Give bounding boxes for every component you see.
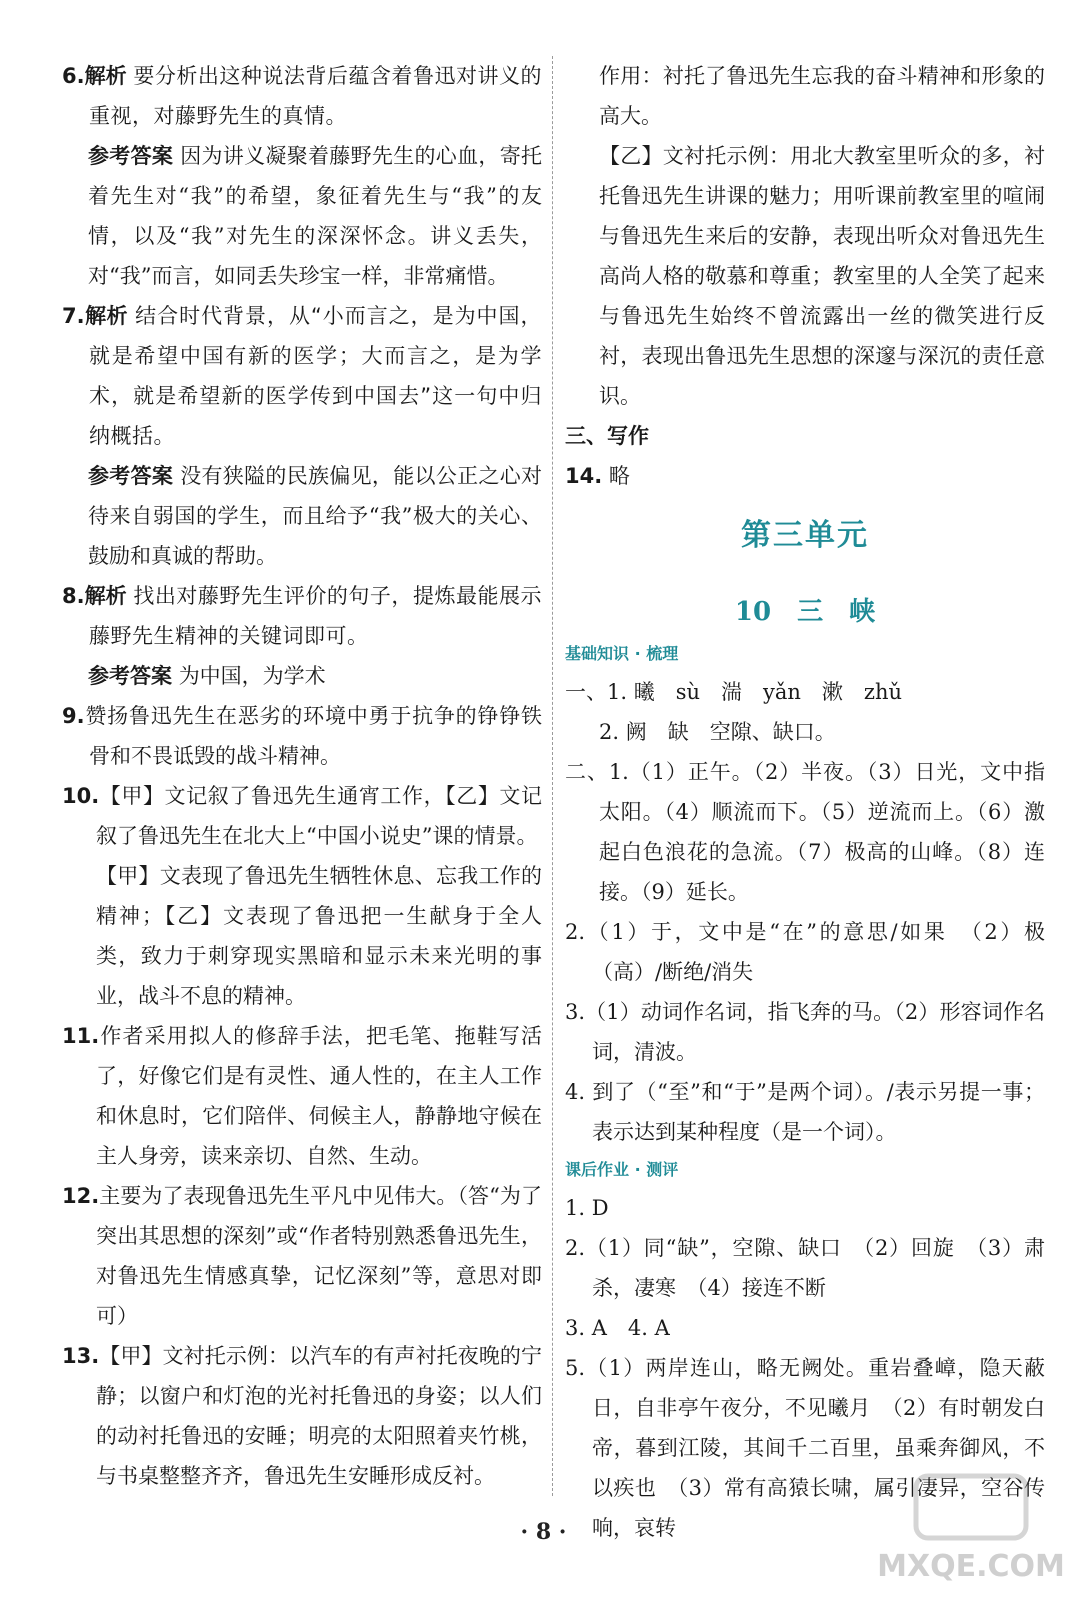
- question-9: [62, 696, 542, 776]
- lesson-title: 10 三 峡: [734, 597, 876, 627]
- question-7: [62, 296, 542, 576]
- column-divider: [552, 56, 553, 1496]
- basic-1-2: 2. 阙 缺 空隙、缺口。: [599, 720, 836, 744]
- basic-2-3: 3.（1）动词作名词，指飞奔的马。（2）形容词作名词，清波。: [565, 1000, 1045, 1064]
- question-number: 12.: [62, 1184, 100, 1208]
- analysis-tag: 解析: [84, 304, 129, 328]
- basic-2-1: 二、1.（1）正午。（2）半夜。（3）日光，文中指太阳。（4）顺流而下。（5）逆流而上。（6）激起白色浪花的急流。（7）极高的山峰。（8）连接。（9）延长。: [565, 760, 1045, 904]
- analysis-text: 结合时代背景，从“小而言之，是为中国，就是希望中国有新的医学；大而言之，是为学术，就是希望新的医学传到中国去”这一句中归纳概括。: [89, 304, 542, 448]
- answer-text: 【甲】文记叙了鲁迅先生通宵工作，【乙】文记叙了鲁迅先生在北大上“中国小说史”课的情景。: [96, 784, 542, 848]
- homework-5: 5.（1）两岸连山，略无阙处。重岩叠嶂，隐天蔽日，自非亭午夜分，不见曦月 （2）有时朝发白帝，暮到江陵，其间千二百里，虽乘奔御风，不以疾也 （3）常有高猿长啸，属引凄异，空谷传响，哀转: [565, 1356, 1045, 1540]
- basic-1-1: 一、1. 曦 sù 湍 yǎn 漱 zhǔ: [565, 680, 903, 704]
- question-14: [565, 456, 1045, 496]
- answer-tag: 参考答案: [88, 144, 174, 168]
- question-number: 7.: [62, 304, 85, 328]
- answer-tag: 参考答案: [88, 664, 172, 688]
- question-13: [62, 1336, 542, 1496]
- question-6: [62, 56, 542, 296]
- right-column: [565, 56, 1045, 1548]
- question-10: [62, 776, 542, 1016]
- left-column: [62, 56, 542, 1496]
- answer-text: 赞扬鲁迅先生在恶劣的环境中勇于抗争的铮铮铁骨和不畏诋毁的战斗精神。: [84, 704, 542, 768]
- section-tag-basic-knowledge: 基础知识 · 梳理: [565, 644, 679, 663]
- section-heading-writing: 三、写作: [565, 424, 649, 448]
- answer-tag: 参考答案: [88, 464, 174, 488]
- answer-text: 没有狭隘的民族偏见，能以公正之心对待来自弱国的学生，而且给予“我”极大的关心、鼓励和真诚的帮助。: [88, 464, 542, 568]
- question-12: [62, 1176, 542, 1336]
- analysis-text: 找出对藤野先生评价的句子，提炼最能展示藤野先生精神的关键词即可。: [89, 584, 542, 648]
- unit-title: 第三单元: [741, 518, 869, 553]
- answer-text: 作者采用拟人的修辞手法，把毛笔、拖鞋写活了，好像它们是有灵性、通人性的，在主人工作和休息时，它们陪伴、伺候主人，静静地守候在主人身旁，读来亲切、自然、生动。: [96, 1024, 542, 1168]
- basic-2-2: 2.（1）于，文中是“在”的意思/如果 （2）极（高）/断绝/消失: [565, 920, 1045, 984]
- question-number: 11.: [62, 1024, 100, 1048]
- question-number: 6.: [62, 64, 85, 88]
- watermark-text: MXQE.COM: [877, 1549, 1065, 1584]
- section-tag-homework: 课后作业 · 测评: [565, 1160, 679, 1179]
- basic-2-4: 4. 到了（“至”和“于”是两个词）。/表示另提一事；表示达到某种程度（是一个词）。: [565, 1080, 1045, 1144]
- page-number: · 8 ·: [520, 1519, 567, 1545]
- question-number: 8.: [62, 584, 85, 608]
- question-13-continued: 作用：衬托了鲁迅先生忘我的奋斗精神和形象的高大。: [599, 64, 1045, 128]
- question-13-part-b: 【乙】文衬托示例：用北大教室里听众的多，衬托鲁迅先生讲课的魅力；用听课前教室里的喧闹与鲁迅先生来后的安静，表现出听众对鲁迅先生高尚人格的敬慕和尊重；教室里的人全笑了起来与鲁迅先生始终不曾流露出一丝的微笑进行反衬，表现出鲁迅先生思想的深邃与深沉的责任意识。: [599, 144, 1045, 408]
- answer-text: 略: [608, 464, 630, 488]
- question-number: 14.: [565, 464, 603, 488]
- homework-2: 2.（1）同“缺”，空隙、缺口 （2）回旋 （3）肃杀，凄寒 （4）接连不断: [565, 1236, 1045, 1300]
- answer-text: 【甲】文衬托示例：以汽车的有声衬托夜晚的宁静；以窗户和灯泡的光衬托鲁迅的身姿；以人们的动衬托鲁迅的安睡；明亮的太阳照着夹竹桃，与书桌整整齐齐，鲁迅先生安睡形成反衬。: [96, 1344, 542, 1488]
- question-number: 10.: [62, 784, 100, 808]
- answer-text: 因为讲义凝聚着藤野先生的心血，寄托着先生对“我”的希望，象征着先生与“我”的友情，以及“我”对先生的深深怀念。讲义丢失，对“我”而言，如同丢失珍宝一样，非常痛惜。: [88, 144, 542, 288]
- analysis-text: 要分析出这种说法背后蕴含着鲁迅对讲义的重视，对藤野先生的真情。: [89, 64, 542, 128]
- answer-text: 为中国，为学术: [178, 664, 326, 688]
- homework-3-4: 3. A 4. A: [565, 1316, 670, 1340]
- watermark-logo: [876, 1468, 1066, 1588]
- question-number: 9.: [62, 704, 85, 728]
- question-8: [62, 576, 542, 696]
- analysis-tag: 解析: [84, 64, 127, 88]
- question-11: [62, 1016, 542, 1176]
- analysis-tag: 解析: [84, 584, 127, 608]
- question-number: 13.: [62, 1344, 100, 1368]
- homework-1: 1. D: [565, 1196, 609, 1220]
- answer-text-2: 【甲】文表现了鲁迅先生牺牲休息、忘我工作的精神；【乙】文表现了鲁迅把一生献身于全人类，致力于刺穿现实黑暗和显示未来光明的事业，战斗不息的精神。: [96, 864, 542, 1008]
- answer-text: 主要为了表现鲁迅先生平凡中见伟大。（答“为了突出其思想的深刻”或“作者特别熟悉鲁迅先生，对鲁迅先生情感真挚，记忆深刻”等，意思对即可）: [96, 1184, 542, 1328]
